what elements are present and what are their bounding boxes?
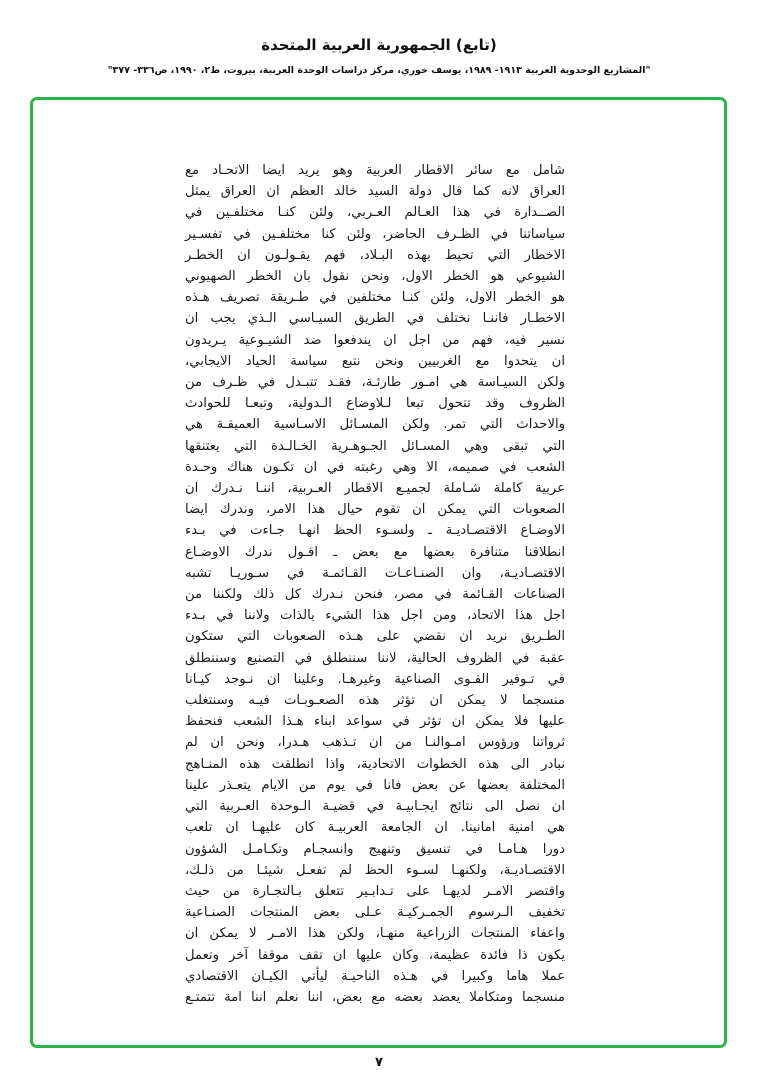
- citation-line: "المشاريع الوحدوية العربية ١٩١٣- ١٩٨٩، يوسف خوري، مركز دراسات الوحدة العربية، بيروت، ط٢، ١٩٩٠، ص٣٣٦- ٣٧٧": [107, 65, 651, 76]
- text-line: الطـريق نريد ان نقضي على هـذه الصعوبات التي ستكون: [185, 629, 565, 645]
- text-line: منسجما لا يمكن ان تؤثر هذه الصعـوبـات فيـه وسنتغلب: [185, 693, 565, 709]
- text-line: الاقتصـاديـة، ولكنهـا لسـوء الحظ لم تفعـل شيئـا من ذلـك،: [185, 862, 565, 878]
- text-line: اجل هذا الاتحاد، ومن اجل هذا الشيء بالذات ولاننا في بـدء: [185, 608, 565, 624]
- page-header: [0, 36, 758, 76]
- text-line: ان نصل الى نتائج ايجـابيـة في قضيـة الـوحدة العـربية التي: [185, 799, 565, 815]
- text-line: الاخطار التي تحيط بهذه البـلاد، فهم يقـولـون ان الخطـر: [185, 247, 565, 263]
- text-line: عربية كاملة شـاملة لجميـع الاقطار العـربية، اننـا نـدرك ان: [185, 481, 565, 497]
- text-line: الظروف وقد تتحول تبعا لـلاوضاع الـدولية، وتبعـا للحوادث: [185, 396, 565, 412]
- text-line: والاحداث التي تمر. ولكن المسـائل الاسـاسية العميقـة هي: [185, 417, 565, 433]
- text-line: عملا هاما وكبيرا في هـذه الناحيـة ليأتي الكيـان الاقتصادي: [185, 968, 565, 984]
- text-line: الصــدارة في هذا العـالم العـربي، ولئن كنـا مختلفـين في: [185, 205, 565, 221]
- text-line: التي تبقى وهي المسـائل الجـوهـرية الخـالـدة التي يعتنقها: [185, 438, 565, 454]
- text-line: شامل مع سائر الاقطار العربية وهو يريد ايضا الاتحـاد مع: [185, 163, 565, 178]
- text-line: الاخطـار فاننـا نختلف في الطريق السيـاسي الـذي يجب ان: [185, 311, 565, 327]
- text-line: عقبة في الظروف الحالية، لاننا سننطلق في التصنيع وسننطلق: [185, 650, 565, 666]
- text-line: انطلاقنا متنافرة بعضها مع بعض ـ اقـول ندرك الاوضـاع: [185, 544, 565, 560]
- text-line: ان يتحدوا مع الغربيين ونحن نتبع سياسة الحياد الايجابي،: [185, 353, 565, 369]
- text-line: يكون ذا فائدة عظيمة، وكان عليها ان تقف موقفا آخر وتعمل: [185, 947, 565, 963]
- page-frame: [30, 97, 727, 1048]
- text-line: واقتصر الامـر لديهـا على تـدابـير تتعلق بـالتجـارة من حيث: [185, 883, 565, 899]
- page-title: (تابع) الجمهورية العربية المتحدة: [261, 36, 497, 54]
- text-line: في تـوفير القـوى الصناعية وغيرهـا. وعلينا ان نـوجد كيـانا: [185, 671, 565, 687]
- text-line: الاقتصـاديـة، وان الصنـاعـات القـائمـة في سـوريـا تشبه: [185, 565, 565, 581]
- text-line: واعفاء المنتجات الزراعية منهـا، ولكن هذا الامـر لا يمكن ان: [185, 926, 565, 942]
- text-line: دورا هـامـا في تنسيق وتنهيج وانسجـام وتكـامـل الشؤون: [185, 841, 565, 857]
- text-line: الشيوعي هو الخطر الاول، ونحن نقول بان الخطر الصهيوني: [185, 269, 565, 285]
- text-line: عليها فلا يمكن ان تؤثر في سواعد ابناء هـذا الشعب فنحفظ: [185, 714, 565, 730]
- page-number: ٧: [375, 1055, 383, 1070]
- text-line: هو الخطر الاول، ولئن كنـا مختلفين في طـريقة تصريف هـذه: [185, 290, 565, 306]
- text-line: هي امنية امانينا. ان الجامعة العربيـة كان عليهـا ان تلعب: [185, 820, 565, 836]
- text-line: العراق لانه كما قال دولة السيد خالد العظم ان العراق يمثل: [185, 184, 565, 200]
- text-line: نسير فيه، فهم من اجل ان يندفعوا ضد الشيـوعية يـريدون: [185, 332, 565, 348]
- text-line: ولكن السيـاسة هي امـور طارئـة، فقـد تتبـدل في ظـرف من: [185, 375, 565, 391]
- text-line: الصعوبات التي يمكن ان تقوم حيال هذا الامر، وندرك ايضا: [185, 502, 565, 518]
- text-line: المختلفة بعضها عن بعض فانا في يوم من الايام يتعـذر علينا: [185, 777, 565, 793]
- text-line: الصناعات القـائمة في مصر، فنحن نـدرك كل ذلك ولكننا من: [185, 587, 565, 603]
- text-line: نبادر الى هذه الخطوات الاتحادية، واذا انطلقت هذه المنـاهج: [185, 756, 565, 772]
- text-line: الاوضـاع الاقتصـاديـة ـ ولسـوء الحظ انهـا جـاءت في بـدء: [185, 523, 565, 539]
- text-line: منسجما ومتكاملا يعضد بعضه مع بعض، اننا نعلم اننا امة تتمتـع: [185, 989, 565, 1005]
- text-line: سياساتنا في الظـرف الحاضر، ولئن كنا مختلفـين في تفسـير: [185, 226, 565, 242]
- body-text: [185, 160, 565, 1008]
- text-line: ثرواتنا ورؤوس امـوالنـا من ان تـذهب هـدرا، ونحن ان لم: [185, 735, 565, 751]
- text-line: تخفيف الـرسوم الجمـركيـة عـلى بعض المنتجات الصنـاعية: [185, 905, 565, 921]
- text-line: الشعب في صميمه، الا وهي رغبته في ان تكـون هناك وحـدة: [185, 459, 565, 475]
